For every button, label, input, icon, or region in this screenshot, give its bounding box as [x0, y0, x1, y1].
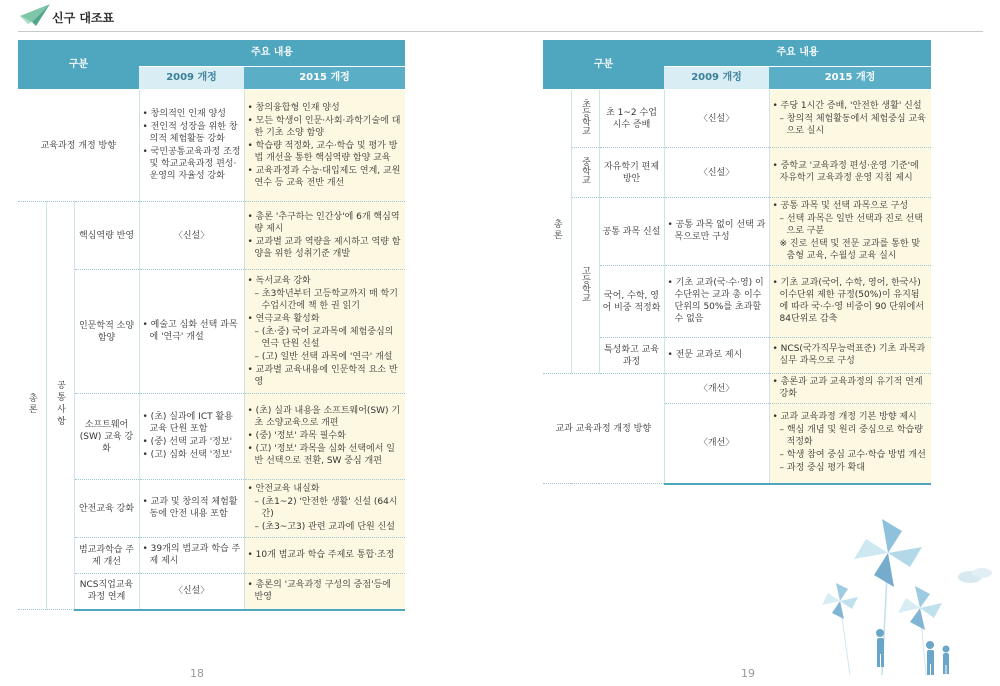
left-comparison-table [18, 40, 405, 611]
sub-bullet: – 선택 과목은 일반 선택과 진로 선택으로 구분 [779, 214, 923, 236]
bullet: • 교과별 교육내용에 인문학적 요소 반영 [247, 364, 398, 387]
bullet: • 총론 '추구하는 인간상'에 6개 핵심역량 제시 [247, 211, 400, 234]
sub-bullet: – 과정 중심 평가 확대 [779, 463, 866, 474]
sub-bullet: – 초3학년부터 고등학교까지 매 학기 수업시간에 책 한 권 읽기 [254, 288, 398, 311]
group-label-text: 중학교 [580, 157, 590, 184]
row-label: 특성화고 교육과정 [599, 338, 664, 374]
bullet: • 연극교육 활성화 [247, 313, 320, 324]
cell-2009 [139, 480, 244, 538]
row-label: 교과 교육과정 개정 방향 [543, 374, 664, 484]
group-label-text: 총론 [26, 392, 37, 415]
bullet: • 주당 1시간 증배, '안전한 생활' 신설 [772, 100, 922, 111]
bullet: • (중) 선택 교과 '정보' [142, 437, 233, 447]
col-header-category: 구분 [18, 40, 139, 90]
bullet: • 독서교육 강화 [247, 275, 311, 286]
col-header-main: 주요 내용 [139, 40, 405, 67]
row-label: 자유학기 편제 방안 [599, 148, 664, 198]
cell-2009 [664, 198, 769, 266]
cell-2015 [244, 538, 405, 574]
bullet: • 안전교육 내실화 [247, 484, 320, 494]
cell-2015 [244, 394, 405, 480]
bullet: • (중) '정보' 과목 필수화 [247, 431, 346, 441]
bullet: • 총론의 '교육과정 구성의 중점'등에 반영 [247, 579, 391, 602]
bullet: • 중학교 '교육과정 편성·운영 기준'에 자유학기 교육과정 운영 지침 제시 [772, 161, 919, 183]
bullet: • 공통 과목 및 선택 과목으로 구성 [772, 201, 909, 211]
row-label: 범교과학습 주제 개선 [74, 538, 139, 574]
bullet: • (초) 실과 내용을 소프트웨어(SW) 기초 소양교육으로 개편 [247, 406, 401, 428]
cell-2015 [769, 374, 931, 404]
bullet: • 학습량 적정화, 교수·학습 및 평가 방법 개선을 통한 핵심역량 함양 교육 [247, 140, 398, 163]
bullet: • (고) 심화 선택 '정보' [142, 450, 233, 460]
row-label: 교육과정 개정 방향 [18, 90, 139, 202]
group-label-text: 고등학교 [580, 265, 590, 302]
group-label-text: 총론 [551, 218, 562, 241]
pinwheel-illustration [810, 505, 1000, 680]
bullet: • 전문 교과로 제시 [667, 350, 743, 360]
note: ※ 진로 선택 및 전문 교과를 통한 맞춤형 교육, 수월성 교육 실시 [779, 239, 921, 261]
cell-2015 [769, 148, 931, 198]
row-label: 안전교육 강화 [74, 480, 139, 538]
bullet: • NCS(국가직무능력표준) 기초 과목과 실무 과목으로 구성 [772, 344, 926, 366]
bullet: • 교과 및 창의적 체험활동에 안전 내용 포함 [142, 497, 238, 519]
bullet: • 예술고 심화 선택 과목에 '연극' 개설 [142, 320, 238, 342]
cell-2009 [664, 338, 769, 374]
cell-2015 [769, 404, 931, 484]
sub-bullet: – (초·중) 국어 교과목에 체험중심의 연극 단원 신설 [254, 326, 394, 349]
page-title: 신구 대조표 [52, 10, 115, 25]
sub-bullet: – (초1~2) '안전한 생활' 신설 (64시간) [254, 497, 398, 519]
cell-2009: 〈신설〉 [139, 202, 244, 270]
bullet: • 모든 학생이 인문·사회·과학기술에 대한 기초 소양 함양 [247, 115, 401, 138]
cell-2015 [769, 90, 931, 148]
page-number-left: 18 [190, 667, 204, 680]
sub-bullet: – 핵심 개념 및 원리 중심으로 학습량 적정화 [779, 425, 923, 448]
sub-bullet: – 창의적 체험활동에서 체험중심 교육으로 실시 [779, 113, 926, 136]
cell-2015 [244, 270, 405, 394]
cell-2009: 〈개선〉 [664, 404, 769, 484]
col-header-main: 주요 내용 [664, 40, 931, 67]
group-label-chongnon [543, 90, 571, 374]
col-header-category: 구분 [543, 40, 664, 90]
bullet: • 전인적 성장을 위한 창의적 체험활동 강화 [142, 122, 238, 144]
bullet: • 기초 교과(국어, 수학, 영어, 한국사) 이수단위 제한 규정(50%)이 유지됨에 따라 국·수·영 비중이 90 단위에서 84단위로 감축 [772, 278, 925, 324]
bullet: • 창의적인 인재 양성 [142, 109, 226, 119]
group-label-chongnon [18, 202, 46, 610]
page-header [18, 6, 114, 28]
bullet: • (고) '정보' 과목을 심화 선택에서 일반 선택으로 전환, SW 중심 개편 [247, 444, 395, 466]
bullet: • 공통 과목 없이 선택 과목으로만 구성 [667, 220, 766, 242]
bullet: • 교과별 교과 역량을 제시하고 역량 함양을 위한 성취기준 개발 [247, 236, 401, 259]
col-header-2015: 2015 개정 [769, 67, 931, 90]
cell-2009 [139, 90, 244, 202]
group-label-text: 공통사항 [55, 379, 65, 428]
row-label: 초 1~2 수업시수 증배 [599, 90, 664, 148]
cell-2015 [244, 202, 405, 270]
col-header-2015: 2015 개정 [244, 67, 405, 90]
cell-2015 [769, 198, 931, 266]
cell-2009: 〈개선〉 [664, 374, 769, 404]
row-label: 소프트웨어 (SW) 교육 강화 [74, 394, 139, 480]
bullet: • 창의융합형 인재 양성 [247, 102, 340, 113]
sub-bullet: – (초3~고3) 관련 교과에 단원 신설 [254, 522, 395, 532]
sub-bullet: – (고) 일반 선택 과목에 '연극' 개설 [254, 351, 393, 362]
group-label-text: 초등학교 [580, 98, 590, 135]
bullet: • (초) 실과에 ICT 활용 교육 단원 포함 [142, 412, 233, 434]
bullet: • 기초 교과(국·수·영) 이수단위는 교과 총 이수단위의 50%를 초과할 수 없음 [667, 278, 764, 324]
cell-2009: 〈신설〉 [664, 148, 769, 198]
bullet: • 10개 범교과 학습 주제로 통합·조정 [247, 550, 395, 560]
bullet: • 총론과 교과 교육과정의 유기적 연계 강화 [772, 377, 923, 399]
row-label: 인문학적 소양 함양 [74, 270, 139, 394]
cell-2015 [244, 90, 405, 202]
row-label: NCS직업교육 과정 연계 [74, 574, 139, 610]
cell-2009 [139, 270, 244, 394]
page-number-right: 19 [741, 667, 755, 680]
header-divider [18, 31, 983, 32]
bullet: • 국민공통교육과정 조정 및 학교교육과정 편성·운영의 자율성 강화 [142, 147, 241, 181]
cell-2015 [769, 338, 931, 374]
group-label-middle [571, 148, 599, 198]
cell-2009: 〈신설〉 [664, 90, 769, 148]
col-header-2009: 2009 개정 [664, 67, 769, 90]
cell-2015 [769, 266, 931, 338]
paper-plane-icon [18, 2, 52, 28]
group-label-common [46, 202, 74, 610]
row-label: 국어, 수학, 영어 비중 적정화 [599, 266, 664, 338]
row-label: 공통 과목 신설 [599, 198, 664, 266]
bullet: • 교과 교육과정 개정 기본 방향 제시 [772, 412, 917, 423]
group-label-elementary [571, 90, 599, 148]
cell-2009 [139, 538, 244, 574]
cell-2009 [664, 266, 769, 338]
cell-2015 [244, 574, 405, 610]
sub-bullet: – 학생 참여 중심 교수·학습 방법 개선 [779, 450, 926, 461]
cell-2009: 〈신설〉 [139, 574, 244, 610]
cell-2009 [139, 394, 244, 480]
cell-2015 [244, 480, 405, 538]
right-comparison-table [543, 40, 931, 485]
bullet: • 교육과정과 수능·대입제도 연계, 교원 연수 등 교육 전반 개선 [247, 165, 401, 188]
group-label-high [571, 198, 599, 374]
col-header-2009: 2009 개정 [139, 67, 244, 90]
row-label: 핵심역량 반영 [74, 202, 139, 270]
bullet: • 39개의 범교과 학습 주제 제시 [142, 544, 241, 566]
